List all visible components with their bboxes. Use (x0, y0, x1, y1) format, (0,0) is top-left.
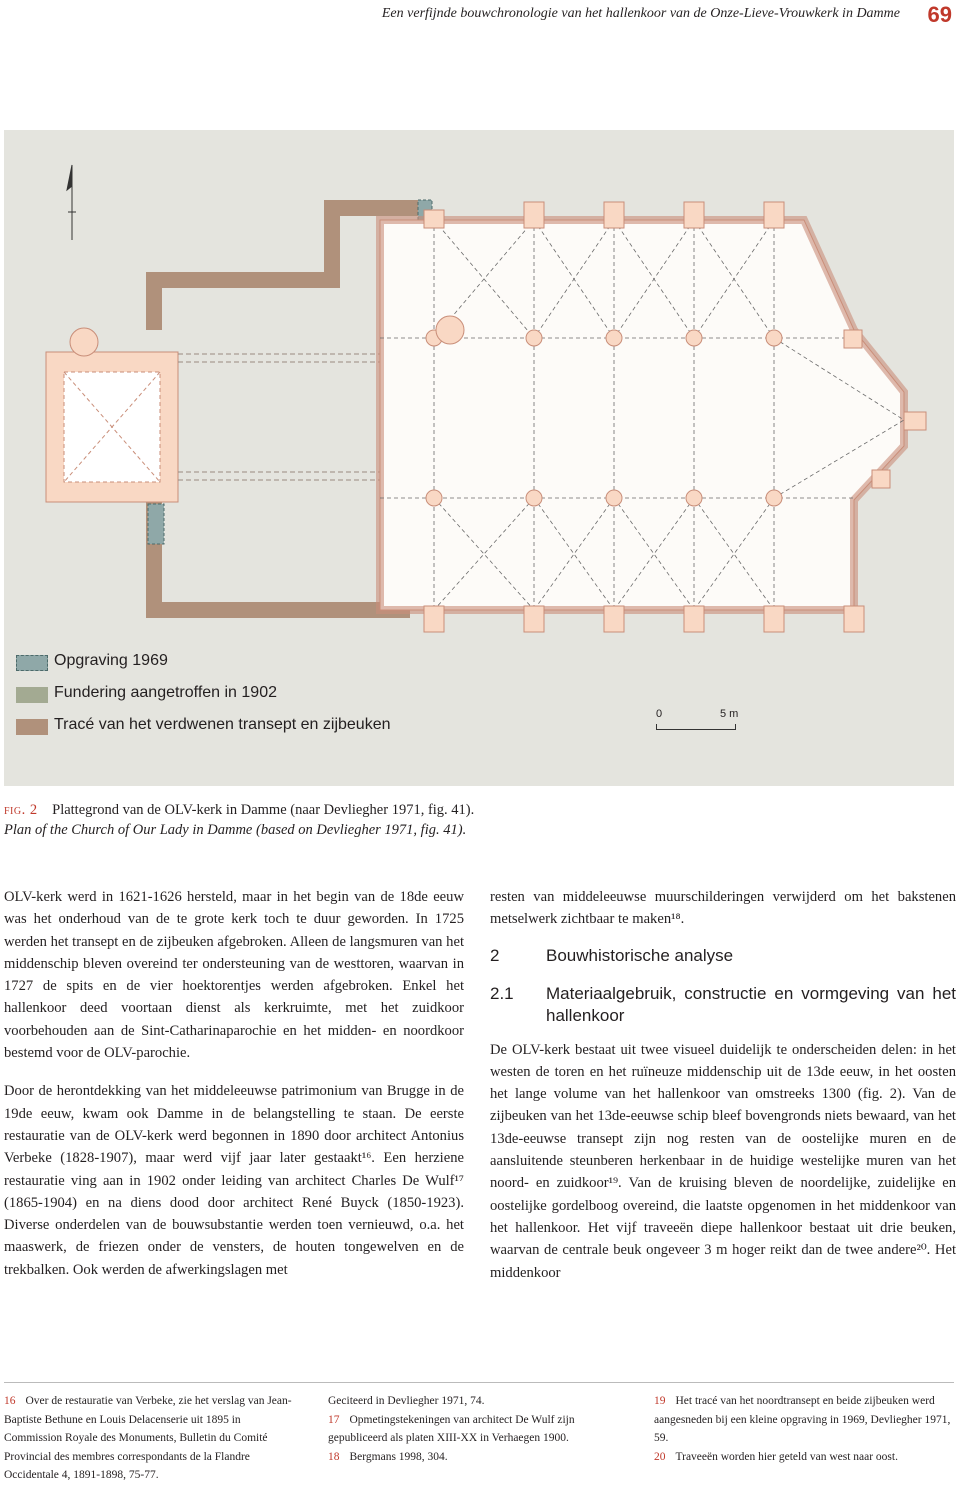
footnote (328, 1448, 618, 1467)
footnote-text: Traveeën worden hier geteld van west naar oost. (675, 1450, 898, 1463)
footnote-text: Bergmans 1998, 304. (349, 1450, 448, 1463)
scale-end: 5 m (720, 708, 739, 720)
footnote (328, 1392, 618, 1411)
hall-choir (380, 220, 904, 610)
subsection-title: Materiaalgebruik, constructie en vormgeving van het hallenkoor (546, 983, 956, 1025)
paragraph: OLV-kerk werd in 1621-1626 hersteld, maar in het begin van de 18de eeuw was het onderhoud van de te grote kerk toch te duur geworden. In 1725 werden het transept en de zijbeuken afgebroken. Alleen de langsmuren van het middenschip bleven overeind ter ondersteuning van de westtoren, waarvan in 1727 de spits en de vier hoektorentjes werden afgebroken. Enkel het hallenkoor deed voortaan dienst als kerkruimte, met het zuidkoor voorbehouden aan de Sint-Catharinaparochie en het midden- en noordkoor bestemd voor de OLV-parochie. (4, 889, 464, 1062)
scale-bar-line (656, 724, 736, 730)
west-tower (46, 328, 178, 502)
page-number: 69 (927, 2, 952, 27)
section-number: 2 (490, 945, 500, 965)
legend-swatch-excavation (16, 655, 48, 671)
footnote (654, 1392, 954, 1448)
legend-swatch-foundation (16, 687, 48, 703)
footnote-column (654, 1392, 954, 1466)
footnote-column (4, 1392, 294, 1485)
footnote (4, 1392, 294, 1485)
legend-label: Opgraving 1969 (54, 652, 168, 669)
footnote-number: 19 (654, 1395, 666, 1407)
section-title: Bouwhistorische analyse (546, 945, 734, 965)
footnote-number: 18 (328, 1450, 340, 1463)
legend-label: Fundering aangetroffen in 1902 (54, 684, 277, 701)
excavation-1969-south (148, 504, 164, 544)
floor-plan-figure (4, 130, 954, 786)
paragraph: De OLV-kerk bestaat uit twee visueel duidelijk te onderscheiden delen: in het westen de toren en het ruïneuze middenschip uit de 13de eeuw, in het oosten het lange volume van het hallenkoor van omstreeks 1300 (fig. 2). Van de zijbeuken van het 13de-eeuwse schip bleef bovengronds niets bewaard, van het 13de-eeuwse transept zijn nog resten van de oostelijke muren en de aansluitende steunberen herkenbaar in de huidige westelijke muren van het noord- en zuidkoor¹⁹. Van de kruising bleven de noordelijke, zuidelijke en oostelijke gordelboog overeind, die laatste opgenomen in het middenkoor van het hallenkoor. Het vijf traveeën diepe hallenkoor bestaat uit drie beuken, waarvan de centrale beuk ongeveer 3 m hoger reikt dan de twee andere²⁰. Het middenkoor (490, 1041, 956, 1281)
footnote-number: 17 (328, 1413, 340, 1426)
footnote-number: 20 (654, 1450, 666, 1463)
caption-english: Plan of the Church of Our Lady in Damme (based on Devliegher 1971, fig. 41). (4, 822, 467, 838)
figure-label: fig. 2 (4, 802, 38, 818)
footnote (654, 1448, 954, 1467)
right-column (490, 886, 956, 1284)
legend-swatch-trace (16, 719, 48, 735)
caption-dutch: Plattegrond van de OLV-kerk in Damme (naar Devliegher 1971, fig. 41). (52, 802, 475, 818)
subsection-heading (490, 983, 956, 1027)
section-heading (490, 945, 956, 967)
left-column (4, 886, 464, 1281)
paragraph: resten van middeleeuwse muurschilderingen verwijderd om het bakstenen metselwerk zichtbaar te maken¹⁸. (490, 889, 956, 928)
legend-label: Tracé van het verdwenen transept en zijbeuken (54, 716, 391, 733)
footnote-divider (4, 1382, 954, 1383)
footnote (328, 1411, 618, 1448)
scale-start: 0 (656, 708, 663, 720)
footnote-text: Het tracé van het noordtransept en beide zijbeuken werd aangesneden bij een kleine opgraving in 1969, Devliegher 1971, 59. (654, 1395, 951, 1444)
north-arrow-icon (67, 165, 76, 240)
subsection-number: 2.1 (490, 983, 514, 1003)
figure-caption (4, 800, 944, 840)
footnote-text: Opmetingstekeningen van architect De Wulf zijn gepubliceerd als platen XIII-XX in Verhaegen 1900. (328, 1413, 575, 1444)
footnote-text: Over de restauratie van Verbeke, zie het verslag van Jean-Baptiste Bethune en Louis Delacenserie uit 1895 in Commission Royale des Monuments, Bulletin du Comité Provincial des membres correspondants de la Flandre Occidentale 4, 1891-1898, 75-77. (4, 1395, 292, 1481)
footnote-column (328, 1392, 618, 1466)
running-head: Een verfijnde bouwchronologie van het hallenkoor van de Onze-Lieve-Vrouwkerk in Damme (381, 6, 900, 21)
footnote-text: Geciteerd in Devliegher 1971, 74. (328, 1395, 485, 1407)
footnote-number: 16 (4, 1395, 16, 1407)
nave-ruin (178, 354, 380, 480)
paragraph: Door de herontdekking van het middeleeuwse patrimonium van Brugge in de 19de eeuw, kwam ook Damme in de belangstelling te staan. De eerste restauratie van de OLV-kerk werd begonnen in 1890 door architect Antonius Verbeke (1828-1907), maar werd vijf jaar later gestaakt¹⁶. Een herziene restauratie ving aan in 1902 onder leiding van architect Charles De Wulf¹⁷ (1865-1904) en na diens dood door architect René Buyck (1850-1923). Diverse onderdelen van de bouwsubstantie werden toen vernieuwd, o.a. het maaswerk, de friezen onder de vensters, de houten tongewelven en de trekbalken. Ook werden de afwerkingslagen met (4, 1083, 464, 1278)
